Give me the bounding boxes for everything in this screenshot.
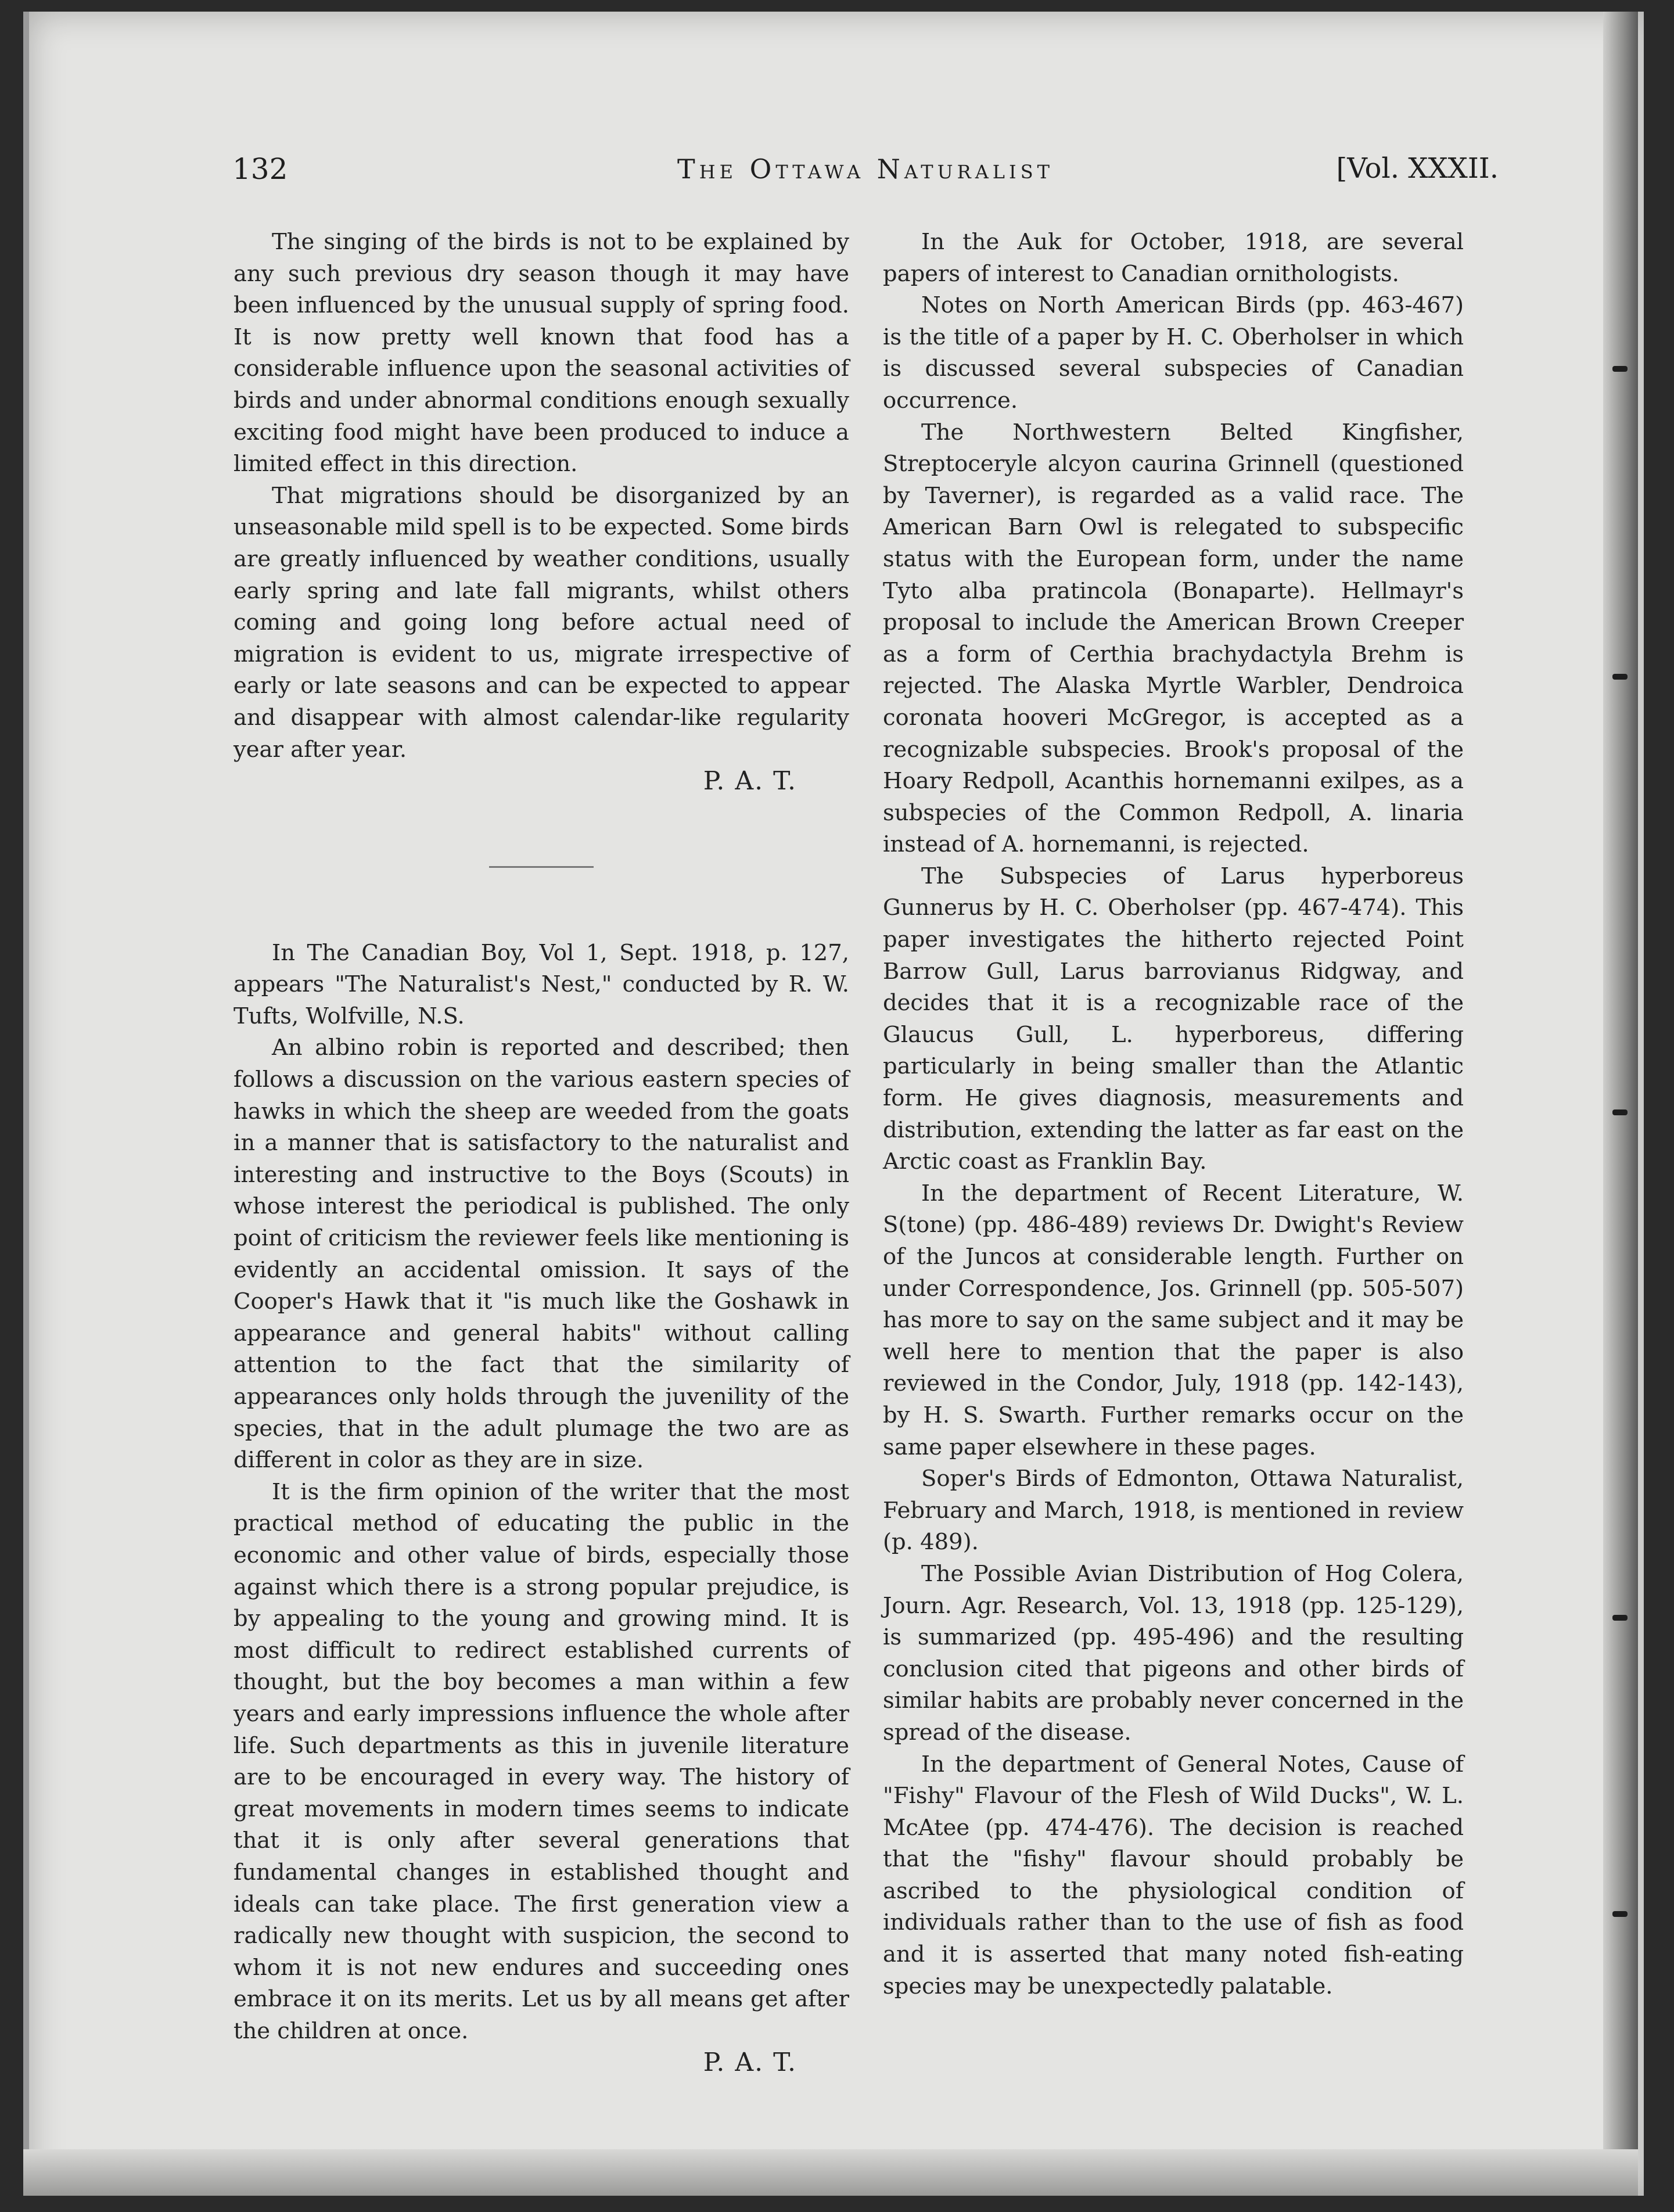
running-header — [232, 152, 1499, 204]
binding-tab-mark — [1612, 366, 1628, 372]
author-signature: P. A. T. — [703, 2048, 797, 2078]
binding-tab-mark — [1612, 1615, 1628, 1621]
paragraph: In The Canadian Boy, Vol 1, Sept. 1918, p. 127, appears "The Naturalist's Nest," conducted by R. W. Tufts, Wolfville, N.S. — [234, 939, 849, 1029]
paragraph: It is the firm opinion of the writer that the most practical method of educating the public in the economic and other value of birds, especially those against which there is a strong popular prejudice, is by appealing to the young and growing mind. It is most difficult to redirect established currents of thought, but the boy becomes a man within a few years and early impressions influence the whole after life. Such departments as this in juvenile literature are to be encouraged in every way. The history of great movements in modern times seems to indicate that it is only after several generations that fundamental changes in established thought and ideals can take place. The first generation view a radically new thought with suspicion, the second to whom it is not new endures and succeeding ones embrace it on its merits. Let us by all means get after the children at once. — [234, 1478, 849, 2044]
journal-title: The Ottawa Naturalist — [677, 153, 1054, 185]
author-signature: P. A. T. — [703, 766, 797, 796]
paragraph: That migrations should be disorganized by an unseasonable mild spell is to be expected. Some birds are greatly influenced by weather conditions, usually early spring and late fall migrants, whilst others coming and going long before actual need of migration is evident to us, migrate irrespective of early or late seasons and can be expected to appear and disappear with almost calendar-like regularity year after year. — [234, 482, 849, 763]
section-divider — [489, 866, 594, 868]
paragraph: The Subspecies of Larus hyperboreus Gunnerus by H. C. Oberholser (pp. 467-474). This paper investigates the hitherto rejected Point Barrow Gull, Larus barrovianus Ridgway, and decides that it is a recognizable race of the Glaucus Gull, L. hyperboreus, differing particularly in being smaller than the Atlantic form. He gives diagnosis, measurements and distribution, extending the latter as far east on the Arctic coast as Franklin Bay. — [883, 863, 1464, 1175]
page-number: 132 — [232, 152, 288, 186]
paragraph: The singing of the birds is not to be explained by any such previous dry season though it may have been influenced by the unusual supply of spring food. It is now pretty well known that food has a considerable influence upon the seasonal activities of birds and under abnormal conditions enough sexually exciting food might have been produced to induce a limited effect in this direction. — [234, 229, 849, 477]
paragraph: In the department of Recent Literature, W. S(tone) (pp. 486-489) reviews Dr. Dwight's Review of the Juncos at considerable length. Further on under Correspondence, Jos. Grinnell (pp. 505-507) has more to say on the same subject and it may be well here to mention that the paper is also reviewed in the Condor, July, 1918 (pp. 142-143), by H. S. Swarth. Further remarks occur on the same paper elsewhere in these pages. — [883, 1180, 1464, 1460]
right-column — [883, 227, 1464, 2002]
paragraph: The Possible Avian Distribution of Hog Colera, Journ. Agr. Research, Vol. 13, 1918 (pp. 125-129), is summarized (pp. 495-496) and the resulting conclusion cited that pigeons and other birds of similar habits are probably never concerned in the spread of the disease. — [883, 1560, 1464, 1746]
paragraph: An albino robin is reported and described; then follows a discussion on the various eastern species of hawks in which the sheep are weeded from the goats in a manner that is satisfactory to the naturalist and interesting and instructive to the Boys (Scouts) in whose interest the periodical is published. The only point of criticism the reviewer feels like mentioning is evidently an accidental omission. It says of the Cooper's Hawk that it "is much like the Goshawk in appearance and general habits" without calling attention to the fact that the similarity of appearances only holds through the juvenility of the species, that in the adult plumage the two are as different in color as they are in size. — [234, 1035, 849, 1474]
paragraph: In the department of General Notes, Cause of "Fishy" Flavour of the Flesh of Wild Ducks", W. L. McAtee (pp. 474-476). The decision is reached that the "fishy" flavour should probably be ascribed to the physiological condition of individuals rather than to the use of fish as food and it is asserted that many noted fish-eating species may be unexpectedly palatable. — [883, 1751, 1464, 1999]
binding-tab-mark — [1612, 674, 1628, 680]
left-column — [234, 227, 849, 2079]
book-edge-bottom — [23, 2149, 1638, 2196]
paragraph: The Northwestern Belted Kingfisher, Streptoceryle alcyon caurina Grinnell (questioned by Taverner), is regarded as a valid race. The American Barn Owl is relegated to subspecific status with the European form, under the name Tyto alba pratincola (Bonaparte). Hellmayr's proposal to include the American Brown Creeper as a form of Certhia brachydactyla Brehm is rejected. The Alaska Myrtle Warbler, Dendroica coronata hooveri McGregor, is accepted as a recognizable subspecies. Brook's proposal of the Hoary Redpoll, Acanthis hornemanni exilpes, as a subspecies of the Common Redpoll, A. linaria instead of A. hornemanni, is rejected. — [883, 419, 1464, 858]
paragraph: In the Auk for October, 1918, are several papers of interest to Canadian ornithologists. — [883, 229, 1464, 287]
volume-label: [Vol. XXXII. — [1336, 152, 1499, 185]
binding-tab-mark — [1612, 1109, 1628, 1115]
paragraph: Notes on North American Birds (pp. 463-467) is the title of a paper by H. C. Oberholser in which is discussed several subspecies of Canadian occurrence. — [883, 292, 1464, 414]
binding-tab-mark — [1612, 1911, 1628, 1917]
paragraph: Soper's Birds of Edmonton, Ottawa Naturalist, February and March, 1918, is mentioned in review (p. 489). — [883, 1466, 1464, 1556]
book-edge-right — [1603, 12, 1638, 2196]
